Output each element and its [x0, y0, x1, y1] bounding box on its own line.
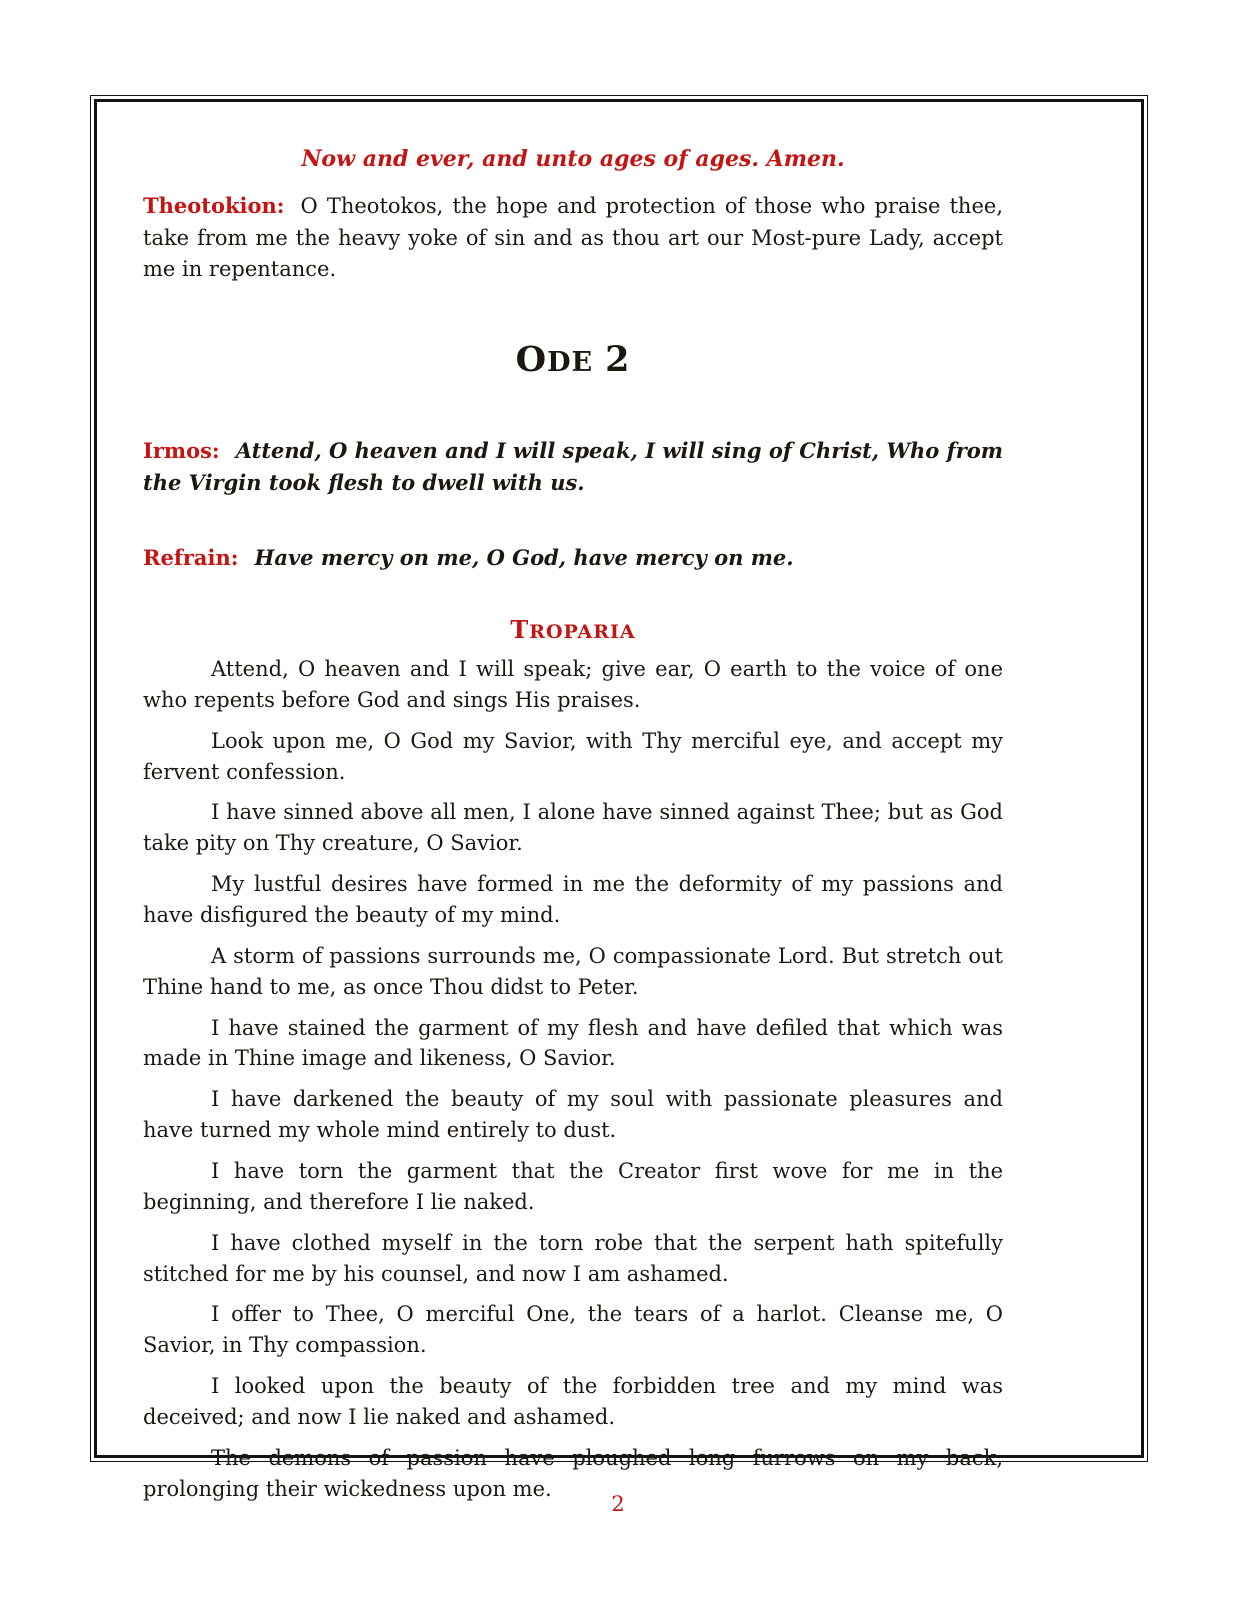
troparion-paragraph-2: Look upon me, O God my Savior, with Thy merciful eye, and accept my fervent confession.: [143, 728, 1003, 784]
troparion-paragraph-11: I looked upon the beauty of the forbidden tree and my mind was deceived; and now I lie naked and ashamed.: [143, 1374, 1003, 1430]
irmos-text: Attend, O heaven and I will speak, I will sing of Christ, Who from the Virgin took flesh to dwell with us.: [143, 437, 1003, 495]
troparion-paragraph-5: A storm of passions surrounds me, O compassionate Lord. But stretch out Thine hand to me, as once Thou didst to Peter.: [143, 943, 1003, 999]
page-border-outer: [90, 95, 1148, 1501]
troparia-heading: [143, 615, 1003, 644]
page-border-inner: [94, 99, 1144, 1501]
refrain-text: Have mercy on me, O God, have mercy on me.: [254, 544, 794, 570]
irmos-paragraph: [143, 435, 1003, 500]
doxology-heading: Now and ever, and unto ages of ages. Amen.: [301, 146, 845, 172]
page-number: 2: [611, 1492, 625, 1516]
irmos-label: Irmos:: [143, 437, 220, 463]
refrain-paragraph: [143, 542, 1003, 575]
page-content: [97, 102, 1141, 1545]
troparion-paragraph-12: The demons of passion have ploughed long furrows on my back, prolonging their wickedness upon me.: [143, 1445, 1003, 1501]
troparia-heading-initial: T: [510, 615, 530, 644]
theotokion-paragraph: [143, 190, 1003, 286]
troparion-paragraph-10: I offer to Thee, O merciful One, the tears of a harlot. Cleanse me, O Savior, in Thy compassion.: [143, 1302, 1003, 1358]
ode-heading-number: 2: [605, 338, 631, 380]
troparion-paragraph-8: I have torn the garment that the Creator first wove for me in the beginning, and therefore I lie naked.: [143, 1159, 1003, 1214]
troparion-paragraph-7: I have darkened the beauty of my soul with passionate pleasures and have turned my whole mind entirely to dust.: [143, 1087, 1003, 1143]
ode-heading: [143, 338, 1003, 380]
troparion-paragraph-3: I have sinned above all men, I alone have sinned against Thee; but as God take pity on Thy creature, O Savior.: [143, 800, 1003, 856]
troparion-paragraph-9: I have clothed myself in the torn robe that the serpent hath spitefully stitched for me by his counsel, and now I am ashamed.: [143, 1230, 1003, 1286]
refrain-label: Refrain:: [143, 544, 239, 570]
troparion-paragraph-1: Attend, O heaven and I will speak; give ear, O earth to the voice of one who repents before God and sings His praises.: [143, 657, 1003, 712]
troparion-paragraph-4: My lustful desires have formed in me the deformity of my passions and have disfigured the beauty of my mind.: [143, 872, 1003, 928]
troparion-paragraph-6: I have stained the garment of my flesh and have defiled that which was made in Thine image and likeness, O Savior.: [143, 1015, 1003, 1071]
ode-heading-smallcaps: DE: [547, 346, 594, 378]
theotokion-text: O Theotokos, the hope and protection of those who praise thee, take from me the heavy yoke of sin and as thou art our Most-pure Lady, accept me in repentance.: [143, 194, 1003, 281]
ode-heading-initial: O: [515, 338, 548, 380]
troparia-heading-rest: ROPARIA: [529, 621, 636, 643]
theotokion-label: Theotokion:: [143, 193, 285, 218]
